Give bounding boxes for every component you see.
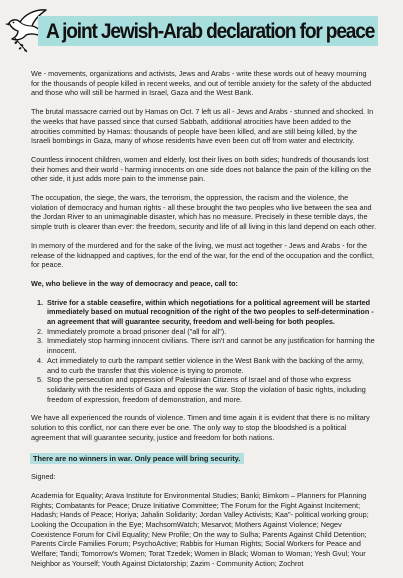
calls-list [31, 298, 376, 405]
conclusion-paragraph: We have all experienced the rounds of violence. Timen and time again it is evident that there is no military solution to this conflict, nor can there ever be one. The only way to stop the bloodshed is a political agreement that will guarantee security, justice and freedom for both nations. [31, 413, 370, 442]
call-item: 2. Immediately promote a broad prisoner deal ("all for all"). [45, 327, 376, 337]
paragraph: In memory of the murdered and for the sake of the living, we must act together - Jews and Arabs - for the release of the kidnapped and captives, for the end of the war, for the end of the occupation and the conflict, for peace. [31, 240, 374, 270]
paragraph: We - movements, organizations and activists, Jews and Arabs - write these words out of heavy mourning for the thousands of people killed in recent weeks, and out of terrible anxiety for the safety of the abducted and those who will still be harmed in Israel, Gaza and the West Bank. [31, 69, 372, 98]
header [0, 0, 403, 62]
paragraph: Countless innocent children, women and elderly, lost their lives on both sides; hundreds of thousands lost their homes and their world - harming innocents on one side does not balance the pain of the killing on the other side, it just adds more pain to the immense pain. [31, 154, 372, 184]
declaration-body [31, 69, 376, 578]
page-title: A joint Jewish-Arab declaration for peace [46, 19, 375, 43]
call-item: 1. Strive for a stable ceasefire, within which negotiations for a political agreement will be started immediately based on mutual recognition of the right of the two peoples to self-determination - an agreement that will guarantee security, freedom and well-being for both peoples. [45, 298, 376, 327]
highlighted-statement: There are no winners in war. Only peace will bring security. [30, 453, 244, 465]
signatories-list: Academia for Equality; Arava Institute for Environmental Studies; Banki; Bimkom – Planners for Planning Rights; Combatants for Peace; Druze Initiative Committee; The Forum for the Fight Against Incitement; Hadash; Hands of Peace; Horiya; Jahalin Solidarity; Jordan Valley Activists; Kaa"- political working group; Looking the Occupation in the Eye; MachsomWatch; Mesarvot; Mothers Against Violence; Negev Coexistence Forum for Civil Equality; New Profile; On the way to Sulha; Parents Against Child Detention; Parents Circle Families Forum; PsychoActive; Rabbis for Human Rights; Social Workers for Peace and Welfare; Tandi; Tomorrow's Women; Torat Tzedek; Women in Black; Woman to Woman; Yesh Gvul; Your Neighbor as Yourself; Youth Against Dictatorship; Zazim - Community Action; Zochrot [31, 490, 369, 568]
paragraph: The brutal massacre carried out by Hamas on Oct. 7 left us all - Jews and Arabs - stunned and shocked. In the weeks that have passed since that cursed Sabbath, additional atrocities have been added to the atrocities committed by Hamas: thousands of people have been killed, and are still being killed, by the Israeli bombings in Gaza, many of whose residents have even been cut off from water and electricity. [31, 107, 374, 146]
call-item: 3. Immediately stop harming innocent civilians. There isn't and cannot be any justification for harming the innocent. [45, 336, 376, 355]
signed-label: Signed: [31, 472, 56, 482]
calls-heading: We, who believe in the way of democracy and peace, call to: [31, 278, 238, 288]
call-item: 5. Stop the persecution and oppression of Palestinian Citizens of Israel and of those who express solidarity with the residents of Gaza and oppose the war. Stop the violation of basic rights, including freedom of expression, freedom of demonstration, and more. [45, 375, 376, 404]
paragraph: The occupation, the siege, the wars, the terrorism, the oppression, the racism and the violence, the violation of democracy and human rights - all these brought the two peoples who live between the sea and the Jordan River to an unimaginable disaster, which has no measure. Precisely in these terrible days, the simple truth is clearer than ever: the freedom, security and life of all living in this land depend on each other. [31, 193, 376, 232]
call-item: 4. Act immediately to curb the rampant settler violence in the West Bank with the backing of the army, and to curb the transfer that this violence is trying to promote. [45, 356, 376, 375]
